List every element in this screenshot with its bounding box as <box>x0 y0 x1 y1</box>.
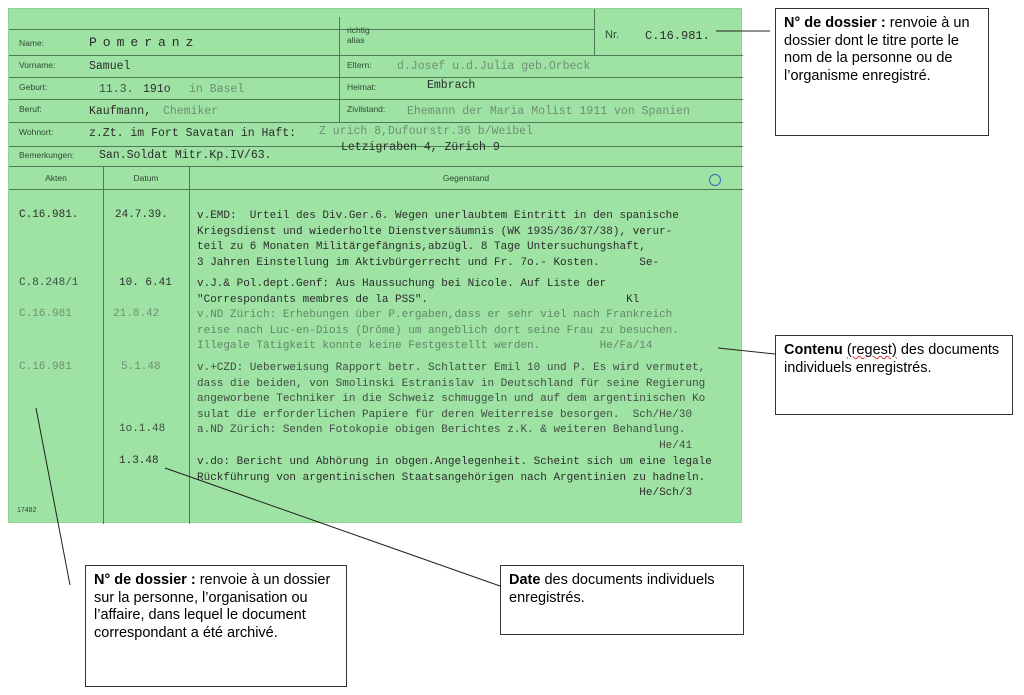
callout-regest: (regest) <box>846 342 897 358</box>
callout-title: Date <box>509 572 541 588</box>
callout-text: des documents individuels enregistrés. <box>784 342 1000 376</box>
label-eltern: Eltern: <box>347 60 372 70</box>
value-bemerkungen: San.Soldat Mitr.Kp.IV/63. <box>99 149 272 162</box>
value-heimat: Embrach <box>427 79 476 92</box>
value-beruf: Kaufmann, <box>89 105 152 118</box>
label-vorname: Vorname: <box>19 60 56 70</box>
label-wohnort: Wohnort: <box>19 127 54 137</box>
entry-akten: C.16.981 <box>19 308 72 320</box>
value-vorname: Samuel <box>89 60 131 73</box>
col-header-gegenstand: Gegenstand <box>442 173 490 183</box>
callout-nr-dossier-card <box>775 8 989 136</box>
value-geburt-year: 191o <box>143 83 171 96</box>
entry-datum: 21.8.42 <box>113 308 160 320</box>
value-geburt-day: 11.3. <box>99 83 134 96</box>
callout-title: N° de dossier : <box>94 572 196 588</box>
value-eltern: d.Josef u.d.Julia geb.Orbeck <box>397 60 591 73</box>
callout-text: renvoie à un dossier dont le titre porte le nom de la personne ou de l’organisme enregistré. <box>784 15 970 84</box>
callout-date <box>500 565 744 635</box>
value-name: Pomeranz <box>89 35 200 50</box>
value-wohnort-address: Z urich 8,Dufourstr.36 b/Weibel <box>319 125 533 138</box>
label-zivilstand: Zivilstand: <box>347 104 386 114</box>
entry-datum: 1o.1.48 <box>119 423 166 435</box>
label-nr: Nr. <box>605 29 620 41</box>
entry-text: v.do: Bericht und Abhörung in obgen.Angelegenheit. Scheint sich um eine legale Rückführung von argentinischen Staatsangehörigen nach Argentinien zu hadneln. He/Sch/3 <box>197 456 712 499</box>
entry-datum: 10. 6.41 <box>119 277 172 289</box>
entry-text: v.J.& Pol.dept.Genf: Aus Haussuchung bei Nicole. Auf Liste der "Correspondants membres de la PSS". Kl <box>197 278 640 306</box>
entry-text: a.ND Zürich: Senden Fotokopie obigen Berichtes z.K. & weiteren Behandlung. He/41 <box>197 424 693 452</box>
value-beruf-extra: Chemiker <box>163 105 219 118</box>
leader-akten <box>36 408 70 585</box>
value-geburt-place: in Basel <box>189 83 245 96</box>
entry-akten: C.16.981 <box>19 361 72 373</box>
entry-text: v.ND Zürich: Erhebungen über P.ergaben,dass er sehr viel nach Frankreich reise nach Luc-en-Diois (Drôme) um angeblich dort seine Frau zu besuchen. Illegale Tätigkeit konnte keine Festgestellt werden. He/Fa/14 <box>197 309 679 352</box>
value-zivilstand: Ehemann der Maria Molist 1911 von Spanien <box>407 105 690 118</box>
value-nr: C.16.981. <box>645 29 710 43</box>
label-name: Name: <box>19 38 45 48</box>
leader-contenu <box>718 348 775 354</box>
label-geburt: Geburt: <box>19 82 48 92</box>
entry-datum: 5.1.48 <box>121 361 161 373</box>
entry-akten: C.16.981. <box>19 209 79 221</box>
entry-text: v.+CZD: Ueberweisung Rapport betr. Schlatter Emil 10 und P. Es wird vermutet, dass die beiden, von Smolinski Estranislav in Deutschland für seine Regierung angeworbene Techniker in die Schweiz schmuggeln und auf dem argentinischen Ko sulat die erforderlichen Papiere für deren Weiterreise besorgen. Sch/He/30 <box>197 362 706 421</box>
callout-contenu <box>775 335 1013 415</box>
label-richtig: richtig <box>347 25 370 35</box>
label-alias: alias <box>347 35 365 45</box>
col-header-akten: Akten <box>45 173 67 183</box>
label-beruf: Beruf: <box>19 104 42 114</box>
callout-title: N° de dossier : <box>784 15 886 31</box>
callout-text: renvoie à un dossier sur la personne, l’organisation ou l’affaire, dans lequel le document correspondant a été archivé. <box>94 572 331 641</box>
entry-akten: C.8.248/1 <box>19 277 79 289</box>
col-header-datum: Datum <box>133 173 159 183</box>
card-number: 17482 <box>17 507 37 514</box>
value-wohnort-address-2: Letzigraben 4, Zürich 9 <box>341 141 500 154</box>
callout-title: Contenu <box>784 342 843 358</box>
label-heimat: Heimat: <box>347 82 377 92</box>
entry-datum: 1.3.48 <box>119 455 159 467</box>
entry-text: v.EMD: Urteil des Div.Ger.6. Wegen unerlaubtem Eintritt in den spanische Kriegsdienst und wiederholte Dienstversäumnis (WK 1935/36/37/38), verur- teil zu 6 Monaten Militärgefängnis,abzügl. 8 Tage Untersuchungshaft, 3 Jahren Einstellung im Aktivbürgerrecht und Fr. 7o.- Kosten. Se- <box>197 210 679 269</box>
value-wohnort: z.Zt. im Fort Savatan in Haft: <box>89 127 297 140</box>
entry-datum: 24.7.39. <box>115 209 168 221</box>
callout-nr-dossier-archive <box>85 565 347 687</box>
callout-text: des documents individuels enregistrés. <box>509 572 715 606</box>
label-bemerkungen: Bemerkungen: <box>19 150 75 160</box>
